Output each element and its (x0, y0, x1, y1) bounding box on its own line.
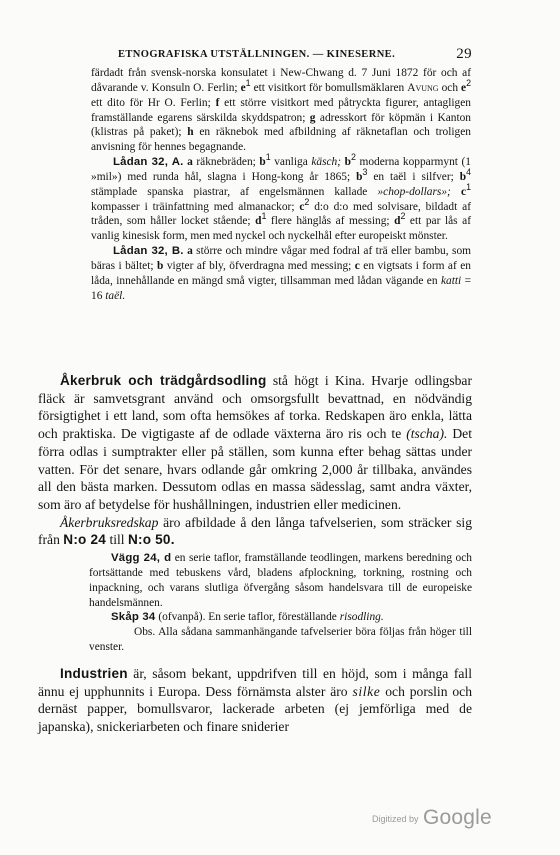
paragraph-akerbruksredskap: Åkerbruksredskap äro afbildade å den långa tafvelserien, som sträcker sig från N:o 24 till N:o 50. (38, 514, 472, 548)
paragraph-ladan-32a: Lådan 32, A. a räknebräden; $b^1$ vanliga käsch; $b^2$ moderna kopparmynt (1 »mil») med runda hål, slagna i Hong-kong år 1865; $b^3$ en taël i silfver; $b^4$ stämplade spanska piastrar, af engelsmännen kallade »chop-dollars»; $c^1$ kompasser i träinfattning med almanackor; $c^2$ d:o d:o med solvisare, bildadt af tråden, som håller locket stående; $d^1$ flere hänglås af messing; $d^2$ ett par lås af vanlig kinesisk form, men med nyckel och nyckelhål efter europeiskt mönster. (91, 152, 471, 243)
paragraph-akerbruk: Åkerbruk och trädgårdsodling stå högt i Kina. Hvarje odlingsbar fläck är samvetsgrant använd och omsorgsfullt bevattnad, en nödvändig försigtighet i ett land, som ofta hemsökes af torka. Redskapen äro enkla, lätta och praktiska. De vigtigaste af de odlade växterna äro ris och te (tscha). Det förra odlas i sumptrakter eller på ställen, som kunna efter behag sättas under vatten. För det senare, hvars odlande går omkring 2,000 år tillbaka, användes all den bästa marken. Dessutom odlas en massa sädesslag, samt andra växter, som äro af betydelse för hushållningen, industrien eller medicinen. (38, 373, 472, 512)
page-number: 29 (456, 46, 472, 62)
small-print-block (91, 66, 471, 304)
paragraph-obs-note: Obs. Alla sådana sammanhängande tafvelserier böra följas från höger till venster. (89, 626, 472, 654)
header-title: ETNOGRAFISKA UTSTÄLLNINGEN. — KINESERNE. (118, 49, 396, 60)
digitized-by-google-watermark (372, 806, 492, 830)
watermark-prefix: Digitized by (372, 814, 419, 824)
google-logo: Google (422, 806, 492, 829)
paragraph-industrien: Industrien är, såsom bekant, uppdrifven till en höjd, som i många fall ännu ej upphunnits i Europa. Dess förnämsta alster äro silke och porslin och dernäst papper, bomullsvaror, lackerade arbeten (ej jemförliga med de japanska), snickeriarbeten och finare sniderier (38, 665, 472, 735)
main-text-block (38, 372, 472, 736)
small-print-subblock (89, 551, 472, 655)
paragraph-vagg-24: Vägg 24, d en serie taflor, framställande teodlingen, markens beredning och fortsättande med tebuskens vård, bladens afplockning, torkning, rostning och inpackning, och varans slutliga öfvergång såsom handelsvara till de europeiske handelsmännen. (89, 552, 472, 609)
paragraph-skap-34: Skåp 34 (ofvanpå). En serie taflor, föreställande risodling. (111, 611, 384, 624)
paragraph-catalog-e-h: färdadt från svensk-norska konsulatet i New-Chwang d. 7 Juni 1872 för och af dåvarande v. Konsuln O. Ferlin; $e^1$ ett visitkort för bomullsmäklaren Avung och $e^2$ ett dito för Hr O. Ferlin; f ett större visitkort med påtryckta figurer, antagligen framställande egarens särskilda skyddspatron; g adresskort för köpmän i Kanton (klistras på paket); h en räknebok med afbildning af räknetaflan och troligen anvisning för hennes begagnande. (91, 67, 472, 154)
paragraph-ladan-32b: Lådan 32, B. a större och mindre vågar med fodral af trä eller bambu, som bäras i bältet; b vigter af bly, öfverdragna med messing; c en vigtsats i form af en låda, innehållande en mängd små vigter, tillsamman med lådan vägande en katti = 16 taël. (91, 245, 471, 302)
